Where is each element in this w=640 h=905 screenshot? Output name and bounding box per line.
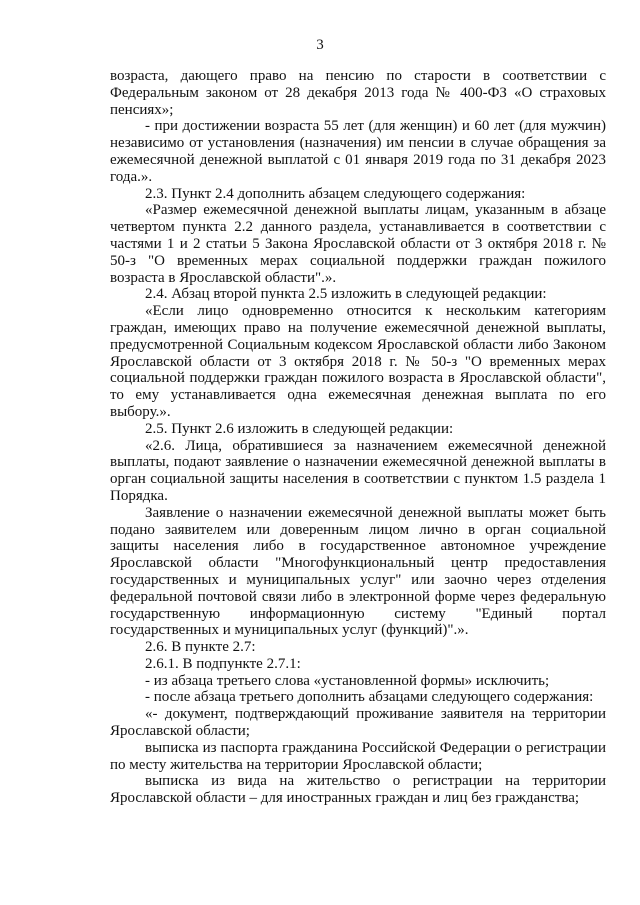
paragraph-3: 2.3. Пункт 2.4 дополнить абзацем следующего содержания: [145,185,526,202]
paragraph-13: - после абзаца третьего дополнить абзацами следующего содержания: [145,689,594,706]
paragraph-1: возраста, дающего право на пенсию по старости в соответствии с Федеральным законом от 28 декабря 2013 года № 400-ФЗ «О страховых пенсиях»; [110,68,606,118]
paragraph-4: «Размер ежемесячной денежной выплаты лицам, указанным в абзаце четвертом пункта 2.2 данного раздела, устанавливается в соответствии с частями 1 и 2 статьи 5 Закона Ярославской области от 3 октября 2018 г. № 50-з "О временных мерах социальной поддержки граждан пожилого возраста в Ярославской области".». [110,202,606,286]
page-number: 3 [316,37,324,53]
paragraph-7: 2.5. Пункт 2.6 изложить в следующей редакции: [145,420,454,437]
paragraph-10: 2.6. В пункте 2.7: [145,639,256,656]
paragraph-8: «2.6. Лица, обратившиеся за назначением ежемесячной денежной выплаты, подают заявление о назначении ежемесячной денежной выплаты в орган социальной защиты населения в соответствии с пунктом 1.5 раздела 1 Порядка. [110,437,606,504]
paragraph-11: 2.6.1. В подпункте 2.7.1: [145,655,301,672]
paragraph-16: выписка из вида на жительство о регистрации на территории Ярославской области – для иностранных граждан и лиц без гражданства; [110,773,606,807]
paragraph-2: - при достижении возраста 55 лет (для женщин) и 60 лет (для мужчин) независимо от установления (назначения) им пенсии в случае обращения за ежемесячной денежной выплатой с 01 января 2019 года по 31 декабря 2023 года.». [110,118,606,185]
paragraph-15: выписка из паспорта гражданина Российской Федерации о регистрации по месту жительства на территории Ярославской области; [110,739,606,773]
paragraph-6: «Если лицо одновременно относится к нескольким категориям граждан, имеющих право на получение ежемесячной денежной выплаты, предусмотренной Социальным кодексом Ярославской области либо Законом Ярославской области от 3 октября 2018 г. № 50-з "О временных мерах социальной поддержки граждан пожилого возраста в Ярославской области", то ему устанавливается одна ежемесячная денежная выплата по его выбору.». [110,303,606,420]
paragraph-5: 2.4. Абзац второй пункта 2.5 изложить в следующей редакции: [145,286,547,303]
document-body [110,68,606,807]
paragraph-9: Заявление о назначении ежемесячной денежной выплаты может быть подано заявителем или доверенным лицом лично в орган социальной защиты населения либо в государственное автономное учреждение Ярославской области "Многофункциональный центр предоставления государственных и муниципальных услуг" или заочно через отделения федеральной почтовой связи либо в электронной форме через федеральную государственную информационную систему "Единый портал государственных и муниципальных услуг (функций)".». [110,504,606,639]
paragraph-12: - из абзаца третьего слова «установленной формы» исключить; [145,672,550,689]
paragraph-14: «- документ, подтверждающий проживание заявителя на территории Ярославской области; [110,706,606,740]
